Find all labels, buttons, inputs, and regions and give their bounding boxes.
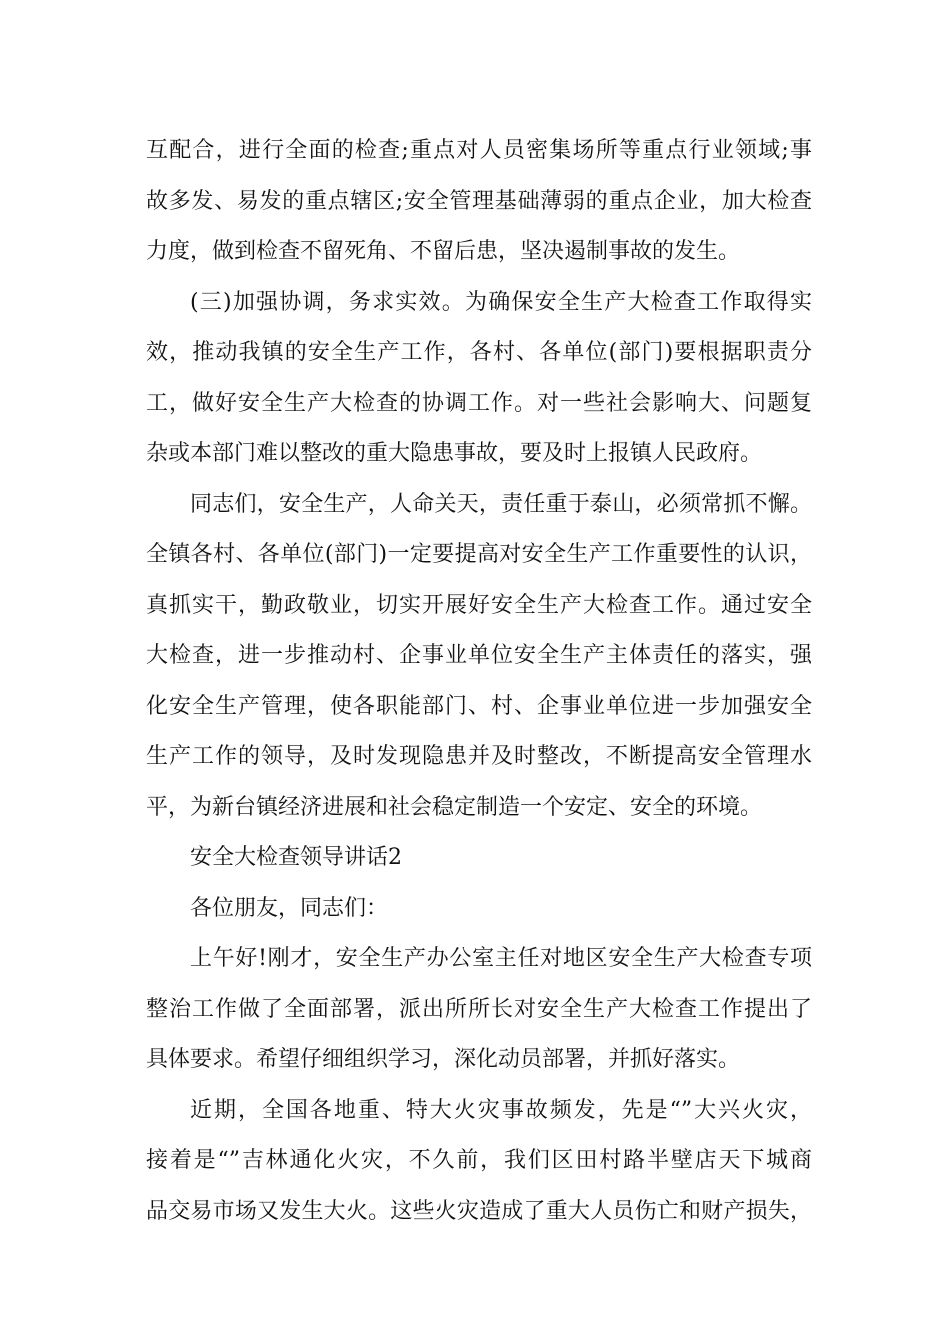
text-line: 接着是“”吉林通化火灾，不久前，我们区田村路半壁店天下城商 [146,1148,812,1173]
salutation: 各位朋友，同志们： [190,895,389,921]
text-line: (三)加强协调，务求实效。为确保安全生产大检查工作取得实 [190,289,812,315]
text-line: 真抓实干，勤政敬业，切实开展好安全生产大检查工作。通过安全 [146,592,812,618]
text-line: 效，推动我镇的安全生产工作，各村、各单位(部门)要根据职责分 [146,340,812,365]
text-line: 上午好!刚才，安全生产办公室主任对地区安全生产大检查专项 [190,946,812,971]
text-line: 近期，全国各地重、特大火灾事故频发，先是“”大兴火灾， [190,1097,812,1123]
text-line: 全镇各村、各单位(部门)一定要提高对安全生产工作重要性的认识， [146,542,812,567]
text-line: 故多发、易发的重点辖区;安全管理基础薄弱的重点企业，加大检查 [146,188,812,214]
text-line: 大检查，进一步推动村、企事业单位安全生产主体责任的落实，强 [146,643,812,668]
text-line: 平，为新台镇经济进展和社会稳定制造一个安定、安全的环境。 [146,794,763,820]
document-body [146,126,812,1237]
text-line: 具体要求。希望仔细组织学习，深化动员部署，并抓好落实。 [146,1047,741,1072]
text-line: 整治工作做了全面部署，派出所所长对安全生产大检查工作提出了 [146,996,812,1022]
text-line: 互配合，进行全面的检查;重点对人员密集场所等重点行业领域;事 [146,138,812,163]
text-line: 同志们，安全生产，人命关天，责任重于泰山，必须常抓不懈。 [190,491,812,517]
section-heading: 安全大检查领导讲话2 [190,845,402,870]
text-line: 化安全生产管理，使各职能部门、村、企事业单位进一步加强安全 [146,693,812,719]
text-line: 品交易市场又发生大火。这些火灾造成了重大人员伤亡和财产损失， [146,1198,812,1224]
text-line: 生产工作的领导，及时发现隐患并及时整改，不断提高安全管理水 [146,744,812,769]
text-line: 力度，做到检查不留死角、不留后患，坚决遏制事故的发生。 [146,239,741,264]
text-line: 杂或本部门难以整改的重大隐患事故，要及时上报镇人民政府。 [146,441,763,466]
text-line: 工，做好安全生产大检查的协调工作。对一些社会影响大、问题复 [146,390,812,416]
